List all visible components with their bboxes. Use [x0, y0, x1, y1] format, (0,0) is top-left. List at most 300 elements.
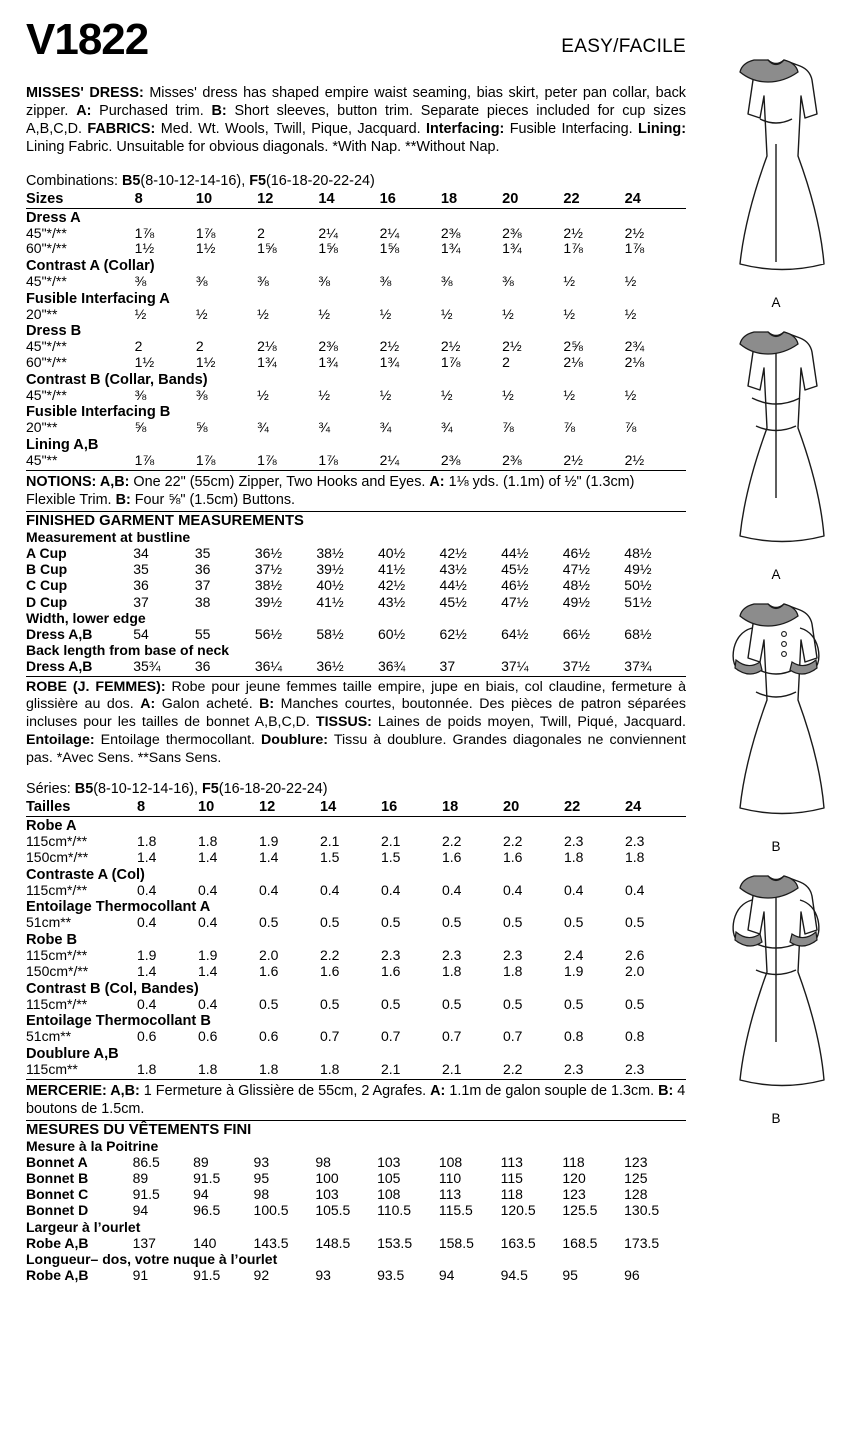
yardage-group-header — [26, 403, 686, 420]
fgm-cell: 91.5 — [132, 1186, 160, 1203]
english-yardage-table — [26, 191, 686, 469]
yardage-cell: 2⅜ — [318, 338, 338, 355]
table-row — [26, 915, 686, 931]
yardage-cell: 0.5 — [563, 995, 584, 1012]
yardage-cell: 0.4 — [197, 995, 218, 1012]
yardage-cell: 1⅝ — [379, 240, 400, 257]
french-description — [26, 676, 686, 768]
yardage-cell: 2¾ — [624, 338, 645, 355]
fgm-cell: 48½ — [624, 544, 652, 561]
yardage-cell: 2¼ — [379, 224, 400, 241]
yardage-cell: ⅞ — [563, 419, 576, 436]
illustration-column — [690, 44, 862, 1132]
french-yardage-table — [26, 799, 686, 1077]
page-title: V1822 — [26, 15, 149, 64]
table-row — [26, 964, 686, 980]
yardage-cell: 1.8 — [502, 962, 523, 979]
fgm-section-title: Back length from base of neck — [26, 642, 230, 659]
yardage-cell: 1⅞ — [440, 353, 461, 370]
yardage-cell: 2½ — [563, 451, 583, 468]
yardage-row-label: 45"*/** — [26, 386, 67, 403]
table-row — [26, 997, 686, 1013]
french-notions-b-text: 4 boutons de 1.5cm. — [26, 1082, 686, 1117]
table-row — [26, 420, 686, 436]
yardage-cell: 1¾ — [318, 353, 338, 370]
french-notions-label: MERCERIE: A,B: — [26, 1082, 140, 1099]
illustration-dress-b-back — [690, 860, 862, 1126]
yardage-cell: ½ — [134, 305, 147, 322]
table-row — [26, 658, 686, 674]
fgm-cell: 41½ — [316, 593, 344, 610]
yardage-cell: 1.8 — [136, 1060, 157, 1077]
sizes-header-label: Tailles — [26, 799, 71, 816]
fgm-cell: 49½ — [562, 593, 590, 610]
yardage-cell: ⅜ — [257, 272, 269, 289]
yardage-cell: 2.3 — [624, 833, 645, 850]
yardage-cell: 0.5 — [441, 914, 462, 931]
fgm-cell: 96 — [624, 1267, 640, 1284]
yardage-cell: 1¾ — [440, 240, 461, 257]
yardage-group-name: Contrast A (Collar) — [26, 257, 155, 274]
fgm-cell: 100 — [315, 1169, 339, 1186]
yardage-cell: 0.5 — [380, 914, 401, 931]
english-fabrics-label: FABRICS: — [87, 121, 156, 138]
fgm-cell: 36½ — [316, 658, 344, 675]
english-interfacing-label: Interfacing: — [425, 121, 505, 138]
series-f5-sizes: (16-18-20-22-24) — [218, 781, 328, 798]
combination-b5-code: B5 — [122, 172, 141, 189]
sizes-header-row — [26, 799, 686, 817]
fgm-cell: 95 — [253, 1169, 270, 1186]
size-column-header: 22 — [563, 190, 580, 207]
fgm-cell: 37 — [133, 593, 149, 610]
yardage-row-label: 60"*/** — [26, 353, 67, 370]
english-view-b-text: Short sleeves, button trim. Separate pieces included for cup sizes A,B,C,D. — [26, 103, 686, 138]
series-b5-code: B5 — [74, 781, 94, 798]
size-column-header: 10 — [197, 799, 215, 816]
yardage-row-label: 45"*/** — [26, 272, 67, 289]
yardage-cell: 0.4 — [136, 914, 157, 931]
fgm-cell: 91 — [132, 1267, 149, 1284]
fgm-cell: 56½ — [254, 626, 283, 643]
french-notions-b-label: B: — [658, 1082, 674, 1099]
yardage-cell: 2½ — [563, 224, 583, 241]
english-combinations — [26, 173, 686, 189]
yardage-cell: ⅜ — [502, 272, 514, 289]
fgm-row-label: C Cup — [26, 577, 68, 594]
yardage-cell: 1.5 — [380, 849, 401, 866]
yardage-group-header — [26, 817, 686, 835]
yardage-cell: 2.2 — [502, 1060, 523, 1077]
yardage-cell: 2.6 — [624, 947, 645, 964]
yardage-cell: 2.1 — [441, 1060, 462, 1077]
yardage-cell: 2 — [257, 224, 265, 241]
yardage-cell: ½ — [563, 386, 576, 403]
size-column-header: 12 — [258, 799, 276, 816]
table-row — [26, 226, 686, 242]
yardage-row-label: 45"** — [26, 451, 58, 468]
yardage-cell: 2½ — [624, 224, 645, 241]
yardage-cell: 0.5 — [258, 995, 279, 1012]
yardage-cell: ⅜ — [379, 272, 392, 289]
fgm-cell: 36 — [133, 577, 149, 594]
fgm-cell: 110.5 — [377, 1202, 412, 1219]
table-row — [26, 834, 686, 850]
yardage-cell: 2½ — [379, 338, 400, 355]
yardage-cell: 0.5 — [258, 914, 279, 931]
fgm-cell: 46½ — [501, 577, 529, 594]
fgm-row-label: D Cup — [26, 593, 68, 610]
fgm-cell: 42½ — [439, 544, 467, 561]
yardage-cell: ½ — [318, 305, 331, 322]
fgm-cell: 158.5 — [438, 1234, 474, 1251]
yardage-cell: 1⅞ — [195, 451, 216, 468]
yardage-cell: ⅜ — [195, 272, 208, 289]
fgm-cell: 37¾ — [624, 658, 652, 675]
yardage-cell: ⅜ — [195, 386, 208, 403]
yardage-group-header — [26, 898, 686, 915]
yardage-cell: 1.9 — [563, 962, 584, 979]
french-fgm-title: MESURES DU VÊTEMENTS FINI — [26, 1120, 686, 1138]
yardage-cell: 1.9 — [136, 947, 157, 964]
yardage-cell: 1.4 — [136, 962, 157, 979]
yardage-cell: 1.5 — [319, 849, 340, 866]
yardage-cell: 0.7 — [380, 1028, 401, 1045]
yardage-cell: 1⅞ — [134, 451, 155, 468]
fgm-cell: 92 — [253, 1267, 270, 1284]
dress-a-front-drawing — [690, 44, 862, 294]
fgm-cell: 55 — [194, 626, 211, 643]
fgm-row-label: Bonnet B — [26, 1169, 89, 1186]
fgm-cell: 64½ — [501, 626, 529, 643]
fgm-cell: 38½ — [254, 577, 283, 594]
yardage-cell: ½ — [257, 305, 269, 322]
yardage-cell: 0.7 — [502, 1028, 523, 1045]
english-view-a-text: Purchased trim. — [91, 103, 212, 120]
yardage-cell: 2 — [195, 338, 204, 355]
yardage-group-header — [26, 1045, 686, 1062]
yardage-cell: 0.5 — [319, 914, 340, 931]
fgm-cell: 37½ — [562, 658, 590, 675]
yardage-cell: ½ — [440, 305, 453, 322]
fgm-cell: 123 — [562, 1186, 586, 1203]
yardage-cell: 1.8 — [197, 833, 218, 850]
yardage-group-name: Contrast B (Collar, Bands) — [26, 371, 208, 388]
size-column-header: 18 — [441, 799, 459, 816]
yardage-group-name: Dress A — [26, 208, 686, 226]
fgm-cell: 98 — [253, 1186, 270, 1203]
yardage-cell: 1¾ — [502, 240, 522, 257]
yardage-cell: 2½ — [502, 338, 522, 355]
english-notions — [26, 470, 686, 509]
fgm-row-label: A Cup — [26, 544, 67, 561]
yardage-group-name: Entoilage Thermocollant B — [26, 1013, 211, 1030]
fgm-cell: 35 — [194, 544, 211, 561]
yardage-cell: ½ — [563, 305, 576, 322]
yardage-group-header — [26, 866, 686, 883]
yardage-cell: 1⅞ — [624, 240, 645, 257]
yardage-row-label: 115cm*/** — [26, 947, 88, 964]
yardage-cell: ⅜ — [318, 272, 331, 289]
table-row — [26, 561, 686, 577]
yardage-row-label: 115cm*/** — [26, 881, 88, 898]
yardage-group-header — [26, 257, 686, 274]
yardage-row-label: 51cm** — [26, 914, 72, 931]
fgm-row-label: Robe A,B — [26, 1267, 89, 1284]
french-series — [26, 781, 686, 797]
fgm-cell: 45½ — [439, 593, 467, 610]
fgm-cell: 94.5 — [500, 1267, 528, 1284]
yardage-cell: ½ — [624, 305, 637, 322]
fgm-cell: 168.5 — [562, 1234, 598, 1251]
yardage-cell: 0.5 — [563, 914, 584, 931]
french-fabrics-text: Laines de poids moyen, Twill, Piqué, Jacquard. — [371, 714, 686, 731]
yardage-cell: 0.4 — [136, 995, 157, 1012]
yardage-group-name: Doublure A,B — [26, 1045, 119, 1062]
english-view-b-label: B: — [211, 103, 227, 120]
table-row — [26, 453, 686, 469]
table-row — [26, 594, 686, 610]
yardage-cell: ¾ — [379, 419, 392, 436]
fgm-cell: 89 — [193, 1153, 209, 1170]
english-description-body: Misses' dress has shaped empire waist seaming, bias skirt, peter pan collar, back zipper. — [26, 85, 686, 120]
fgm-cell: 120.5 — [500, 1202, 536, 1219]
fgm-cell: 118 — [500, 1186, 523, 1203]
yardage-cell: 1⅞ — [318, 451, 338, 468]
sizes-header-row — [26, 191, 686, 209]
yardage-cell: ½ — [195, 305, 208, 322]
fgm-cell: 44½ — [501, 544, 529, 561]
yardage-cell: ½ — [379, 386, 392, 403]
table-row — [26, 626, 686, 642]
table-row — [26, 545, 686, 561]
yardage-cell: 2.2 — [441, 833, 462, 850]
yardage-group-name: Robe A — [26, 817, 686, 835]
french-view-a-label: A: — [140, 696, 156, 713]
yardage-cell: 1.9 — [258, 833, 279, 850]
table-row — [26, 388, 686, 404]
yardage-group-name: Entoilage Thermocollant A — [26, 899, 211, 916]
size-column-header: 14 — [319, 799, 337, 816]
french-view-b-text: Manches courtes, boutonnée. Des pièces de patron séparées incluses pour les tailles de bonnet A,B,C,D. — [26, 696, 686, 731]
yardage-row-label: 20"** — [26, 419, 58, 436]
fgm-section-header — [26, 1138, 686, 1154]
fgm-cell: 105.5 — [315, 1202, 351, 1219]
fgm-section-title: Width, lower edge — [26, 609, 146, 626]
fgm-cell: 91.5 — [193, 1169, 221, 1186]
yardage-cell: 2.2 — [319, 947, 340, 964]
english-interfacing-text: Fusible Interfacing. — [504, 121, 639, 138]
fgm-cell: 94 — [438, 1267, 455, 1284]
yardage-cell: 1⅞ — [134, 224, 155, 241]
fgm-cell: 140 — [193, 1234, 217, 1251]
yardage-cell: 2⅛ — [257, 338, 277, 355]
size-column-header: 24 — [624, 799, 642, 816]
fgm-section-title: Measurement at bustline — [26, 528, 191, 545]
yardage-cell: 1½ — [195, 240, 216, 257]
fgm-cell: 46½ — [562, 544, 590, 561]
fgm-cell: 54 — [133, 626, 149, 643]
size-column-header: 14 — [318, 190, 335, 207]
yardage-cell: 1½ — [134, 353, 155, 370]
fgm-cell: 95 — [562, 1267, 578, 1284]
fgm-cell: 36 — [194, 561, 211, 578]
yardage-cell: 0.4 — [563, 881, 584, 898]
yardage-cell: 0.6 — [136, 1028, 157, 1045]
fgm-cell: 94 — [132, 1202, 149, 1219]
fgm-cell: 36½ — [254, 544, 283, 561]
yardage-cell: 1½ — [195, 353, 216, 370]
notions-a-text: 1⅛ yds. (1.1m) of ½" (1.3cm) Flexible Trim. — [26, 473, 635, 508]
fgm-row-label: Dress A,B — [26, 626, 93, 643]
english-fgm-title: FINISHED GARMENT MEASUREMENTS — [26, 511, 686, 529]
yardage-cell: 0.4 — [380, 881, 401, 898]
fgm-cell: 34 — [133, 544, 149, 561]
table-row — [26, 1170, 686, 1186]
yardage-cell: 2.0 — [624, 962, 645, 979]
yardage-cell: 1.4 — [258, 849, 279, 866]
yardage-cell: 2¼ — [318, 224, 338, 241]
yardage-cell: ½ — [318, 386, 331, 403]
fgm-cell: 86.5 — [132, 1153, 160, 1170]
fgm-cell: 35¾ — [133, 658, 161, 675]
fgm-cell: 43½ — [377, 593, 406, 610]
notions-label: NOTIONS: A,B: — [26, 473, 130, 490]
fgm-cell: 50½ — [624, 577, 652, 594]
yardage-cell: ⅝ — [195, 419, 208, 436]
fgm-cell: 113 — [500, 1153, 523, 1170]
yardage-cell: 2.3 — [563, 833, 584, 850]
yardage-group-name: Fusible Interfacing A — [26, 290, 170, 307]
yardage-cell: 0.4 — [624, 881, 645, 898]
french-description-body: Robe pour jeune femmes taille empire, jupe en biais, col claudine, fermeture à glissière au dos. — [26, 678, 687, 713]
fgm-cell: 36¼ — [254, 658, 283, 675]
fgm-cell: 44½ — [439, 577, 467, 594]
fgm-cell: 100.5 — [253, 1202, 289, 1219]
yardage-cell: 1.8 — [624, 849, 645, 866]
yardage-cell: 1⅞ — [563, 240, 583, 257]
fgm-cell: 115 — [500, 1169, 523, 1186]
yardage-group-header — [26, 931, 686, 948]
yardage-cell: 0.5 — [502, 995, 523, 1012]
yardage-row-label: 115cm** — [26, 1060, 78, 1077]
fgm-row-label: Robe A,B — [26, 1234, 89, 1251]
table-row — [26, 948, 686, 964]
yardage-cell: 2½ — [624, 451, 645, 468]
yardage-cell: 0.5 — [624, 995, 645, 1012]
yardage-group-header — [26, 208, 686, 226]
yardage-group-name: Contraste A (Col) — [26, 866, 145, 883]
yardage-cell: 0.7 — [319, 1028, 340, 1045]
yardage-row-label: 45"*/** — [26, 338, 67, 355]
french-lining-text: Tissu à doublure. Grandes diagonales ne conviennent pas. *Avec Sens. **Sans Sens. — [26, 731, 686, 766]
yardage-cell: 2¼ — [379, 451, 400, 468]
fgm-cell: 37¼ — [501, 658, 529, 675]
fgm-cell: 137 — [132, 1234, 156, 1251]
yardage-cell: 2½ — [440, 338, 461, 355]
fgm-cell: 48½ — [562, 577, 590, 594]
yardage-cell: 2 — [134, 338, 143, 355]
yardage-cell: 0.8 — [563, 1028, 584, 1045]
yardage-row-label: 45"*/** — [26, 224, 67, 241]
fgm-cell: 148.5 — [315, 1234, 351, 1251]
size-column-header: 10 — [195, 190, 213, 207]
yardage-cell: 2.3 — [563, 1060, 584, 1077]
yardage-cell: 2.1 — [380, 833, 401, 850]
fgm-cell: 39½ — [316, 561, 344, 578]
fgm-row-label: Bonnet A — [26, 1153, 88, 1170]
fgm-cell: 89 — [132, 1169, 149, 1186]
yardage-group-header — [26, 1012, 686, 1029]
yardage-cell: 2.1 — [380, 1060, 401, 1077]
fgm-cell: 37½ — [254, 561, 283, 578]
yardage-cell: 1.6 — [502, 849, 523, 866]
yardage-cell: 0.7 — [441, 1028, 462, 1045]
yardage-cell: 2⅜ — [502, 451, 522, 468]
fgm-section-header — [26, 642, 686, 658]
yardage-cell: 1.6 — [380, 962, 401, 979]
yardage-row-label: 60"*/** — [26, 240, 67, 257]
yardage-cell: 2.1 — [319, 833, 340, 850]
combinations-label: Combinations: — [26, 172, 122, 189]
french-notions-a-text: 1.1m de galon souple de 1.3cm. — [445, 1082, 659, 1099]
yardage-cell: ⅜ — [134, 386, 147, 403]
yardage-row-label: 115cm*/** — [26, 833, 88, 850]
table-row — [26, 883, 686, 899]
illustration-caption-b-front: B — [771, 839, 781, 854]
fgm-cell: 60½ — [377, 626, 406, 643]
yardage-cell: ½ — [502, 305, 514, 322]
yardage-cell: ¾ — [440, 419, 453, 436]
yardage-cell: ½ — [379, 305, 392, 322]
fgm-cell: 125 — [624, 1169, 648, 1186]
fgm-cell: 105 — [377, 1169, 401, 1186]
yardage-row-label: 115cm*/** — [26, 995, 88, 1012]
sizes-header-label: Sizes — [26, 190, 64, 207]
fgm-cell: 153.5 — [377, 1234, 413, 1251]
yardage-cell: 1.8 — [197, 1060, 218, 1077]
yardage-cell: 2 — [502, 353, 510, 370]
yardage-row-label: 150cm*/** — [26, 849, 89, 866]
fgm-cell: 43½ — [439, 561, 467, 578]
dress-b-back-drawing — [690, 860, 862, 1110]
dress-b-front-drawing — [690, 588, 862, 838]
fgm-cell: 93 — [315, 1267, 331, 1284]
notions-text: One 22" (55cm) Zipper, Two Hooks and Eyes. — [129, 473, 430, 490]
size-column-header: 12 — [257, 190, 274, 207]
yardage-cell: 2.0 — [258, 947, 279, 964]
fgm-cell: 38 — [194, 593, 211, 610]
combination-b5-sizes: (8-10-12-14-16), — [140, 172, 250, 189]
table-row — [26, 1029, 686, 1045]
french-description-title: ROBE (J. FEMMES): — [26, 678, 166, 695]
yardage-group-name: Dress B — [26, 323, 82, 340]
table-row — [26, 307, 686, 323]
table-row — [26, 355, 686, 371]
yardage-cell: ⅞ — [624, 419, 637, 436]
french-interfacing-label: Entoilage: — [26, 731, 95, 748]
yardage-cell: ⅝ — [134, 419, 147, 436]
fgm-cell: 40½ — [377, 544, 406, 561]
table-row — [26, 1154, 686, 1170]
fgm-cell: 37 — [194, 577, 211, 594]
dress-a-back-drawing — [690, 316, 862, 566]
size-column-header: 20 — [502, 799, 520, 816]
yardage-group-name: Robe B — [26, 932, 78, 949]
french-notions — [26, 1079, 686, 1118]
fgm-cell: 39½ — [254, 593, 283, 610]
fgm-cell: 35 — [133, 561, 149, 578]
